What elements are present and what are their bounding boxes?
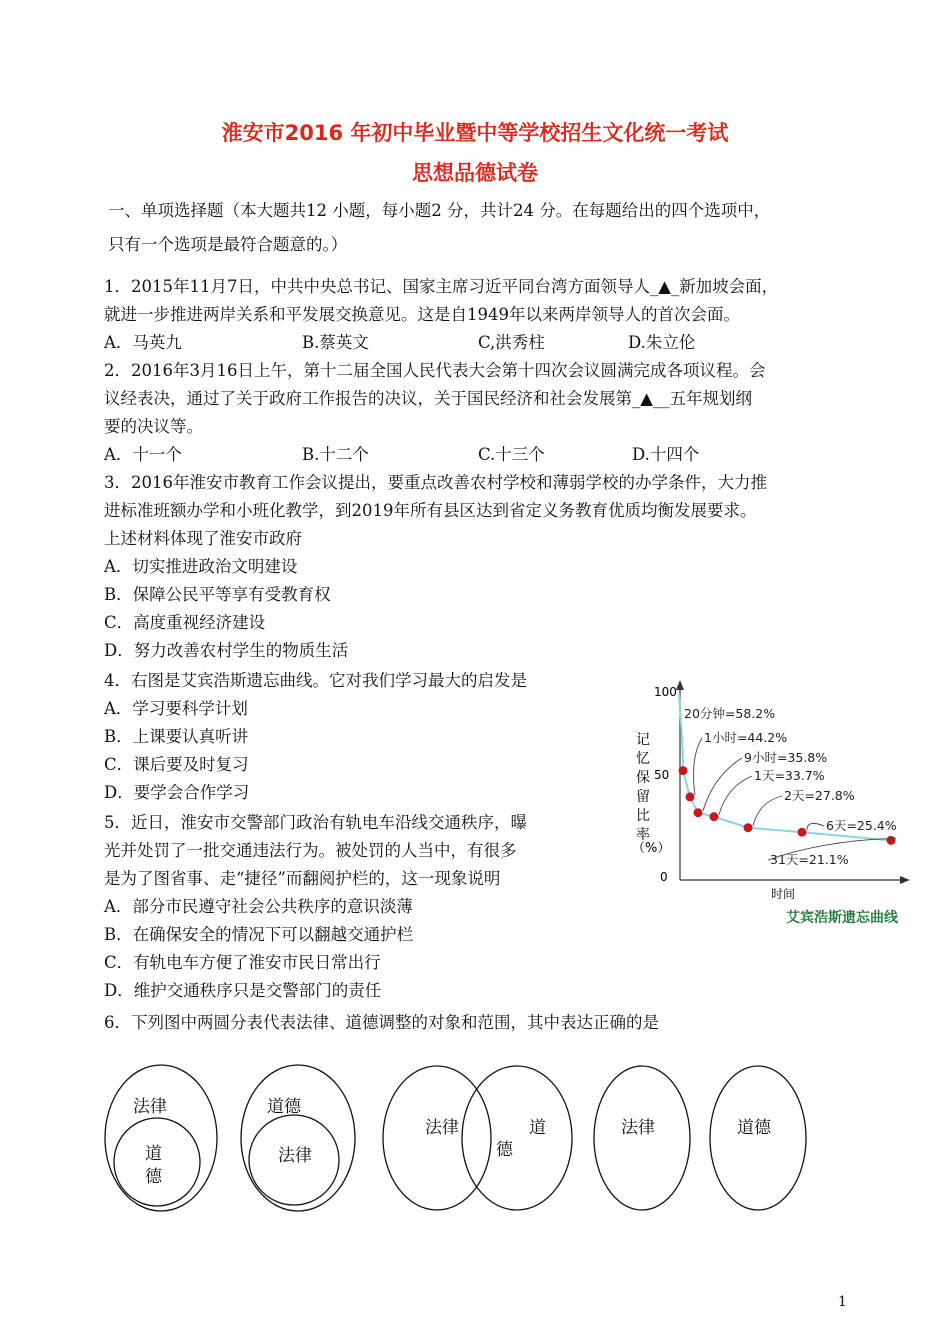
q1-line-1: 1．2015年11月7日，中共中央总书记、国家主席习近平同台湾方面领导人_▲_新加坡会面， bbox=[104, 277, 779, 296]
y-axis-arrow bbox=[676, 680, 684, 690]
data-label: 6天=25.4% bbox=[826, 818, 897, 833]
data-point bbox=[887, 836, 896, 845]
q3-line-2: 进标准班额办学和小班化教学，到2019年所有县区达到省定义务教育优质均衡发展要求。 bbox=[104, 501, 757, 520]
q1-option-b[interactable]: B.蔡英文 bbox=[302, 333, 369, 352]
q2-line-1: 2．2016年3月16日上午，第十二届全国人民代表大会第十四次会议圆满完成各项议程。会 bbox=[104, 361, 766, 380]
q4-option-b[interactable]: B．上课要认真听讲 bbox=[104, 727, 249, 746]
forgetting-curve-chart bbox=[632, 676, 926, 936]
q2-option-c[interactable]: C.十三个 bbox=[478, 445, 545, 464]
q5-line-2: 光并处罚了一批交通违法行为。被处罚的人当中，有很多 bbox=[104, 841, 517, 860]
d1-inner-label-1: 道 bbox=[145, 1144, 162, 1164]
d4-right-circle bbox=[710, 1066, 806, 1210]
y-axis-label-char: 记 bbox=[636, 732, 650, 748]
d1-outer-circle bbox=[105, 1065, 217, 1211]
data-point bbox=[744, 823, 753, 832]
q4-option-c[interactable]: C．课后要及时复习 bbox=[104, 755, 249, 774]
exam-subtitle: 思想品德试卷 bbox=[412, 161, 538, 185]
section-instruction-1: 一、单项选择题（本大题共12 小题，每小题2 分，共计24 分。在每题给出的四个选项中， bbox=[108, 201, 771, 220]
d1-inner-label-2: 德 bbox=[145, 1167, 162, 1187]
q6-diagrams bbox=[95, 1060, 815, 1220]
data-point bbox=[679, 766, 688, 775]
q5-option-b[interactable]: B．在确保安全的情况下可以翻越交通护栏 bbox=[104, 925, 414, 944]
y-axis-label-unit: （%） bbox=[632, 841, 671, 856]
data-point bbox=[694, 808, 703, 817]
q6-line-1: 6．下列图中两圆分表代表法律、道德调整的对象和范围，其中表达正确的是 bbox=[104, 1013, 659, 1032]
q2-option-b[interactable]: B.十二个 bbox=[302, 445, 369, 464]
data-label: 9小时=35.8% bbox=[744, 750, 828, 765]
q1-line-2: 就进一步推进两岸关系和平发展交换意见。这是自1949年以来两岸领导人的首次会面。 bbox=[104, 305, 740, 324]
q2-option-a[interactable]: A．十一个 bbox=[104, 445, 182, 464]
d4-left-label: 法律 bbox=[621, 1118, 655, 1138]
q1-option-d[interactable]: D.朱立伦 bbox=[628, 333, 696, 352]
q5-line-1: 5．近日，淮安市交警部门政治有轨电车沿线交通秩序，曝 bbox=[104, 813, 527, 832]
y-axis-label-char: 比 bbox=[636, 808, 650, 824]
q4-option-a[interactable]: A．学习要科学计划 bbox=[104, 699, 248, 718]
q1-option-c[interactable]: C,洪秀柱 bbox=[478, 333, 545, 352]
y-tick-0: 0 bbox=[660, 870, 668, 884]
d4-left-circle bbox=[594, 1066, 690, 1210]
y-tick-100: 100 bbox=[654, 685, 677, 699]
y-axis-label-char: 保 bbox=[636, 770, 650, 786]
d2-inner-label: 法律 bbox=[278, 1146, 312, 1166]
data-label: 2天=27.8% bbox=[784, 788, 855, 803]
q3-line-3: 上述材料体现了淮安市政府 bbox=[104, 529, 302, 548]
page-number: 1 bbox=[838, 1294, 847, 1310]
section-instruction-2: 只有一个选项是最符合题意的。） bbox=[108, 235, 348, 254]
data-label: 1天=33.7% bbox=[754, 768, 825, 783]
q1-option-a[interactable]: A．马英九 bbox=[104, 333, 182, 352]
q5-option-a[interactable]: A．部分市民遵守社会公共秩序的意识淡薄 bbox=[104, 897, 413, 916]
data-label: 20分钟=58.2% bbox=[684, 706, 776, 721]
data-label-arrow bbox=[753, 796, 782, 826]
d3-left-circle bbox=[383, 1066, 491, 1210]
q2-line-2: 议经表决，通过了关于政府工作报告的决议，关于国民经济和社会发展第_▲__五年规划纲 bbox=[104, 389, 752, 408]
data-label-arrow bbox=[694, 738, 702, 795]
q5-option-d[interactable]: D．维护交通秩序只是交警部门的责任 bbox=[104, 981, 382, 1000]
q6-diagrams-svg bbox=[95, 1060, 815, 1220]
data-label-arrow bbox=[703, 758, 742, 811]
x-axis-label: 时间 bbox=[771, 887, 796, 901]
data-label-arrow bbox=[719, 776, 752, 815]
y-axis-label bbox=[632, 732, 670, 856]
y-axis-label-char: 忆 bbox=[636, 751, 650, 767]
data-label-arrow bbox=[807, 823, 824, 830]
data-label: 1小时=44.2% bbox=[704, 730, 788, 745]
q2-option-d[interactable]: D.十四个 bbox=[632, 445, 700, 464]
exam-title: 淮安市2016 年初中毕业暨中等学校招生文化统一考试 bbox=[221, 121, 729, 145]
d2-outer-circle bbox=[241, 1065, 355, 1211]
d3-right-label-1: 道 bbox=[529, 1118, 546, 1138]
y-axis-label-char: 率 bbox=[636, 827, 650, 843]
q5-option-c[interactable]: C．有轨电车方便了淮安市民日常出行 bbox=[104, 953, 381, 972]
d3-right-label-2: 德 bbox=[496, 1140, 513, 1160]
d2-outer-label: 道德 bbox=[267, 1097, 301, 1117]
d3-left-label: 法律 bbox=[425, 1118, 459, 1138]
q3-option-a[interactable]: A．切实推进政治文明建设 bbox=[104, 557, 298, 576]
data-point bbox=[798, 828, 807, 837]
q4-line-1: 4．右图是艾宾浩斯遗忘曲线。它对我们学习最大的启发是 bbox=[104, 671, 527, 690]
d3-right-circle bbox=[462, 1066, 572, 1210]
q2-line-3: 要的决议等。 bbox=[104, 417, 203, 436]
q3-option-b[interactable]: B．保障公民平等享有受教育权 bbox=[104, 585, 331, 604]
x-axis-arrow bbox=[900, 876, 910, 884]
chart-title: 艾宾浩斯遗忘曲线 bbox=[786, 910, 898, 926]
forgetting-curve-svg bbox=[632, 676, 926, 936]
q5-line-3: 是为了图省事、走“捷径”而翻阅护栏的，这一现象说明 bbox=[104, 869, 501, 888]
q3-line-1: 3．2016年淮安市教育工作会议提出，要重点改善农村学校和薄弱学校的办学条件，大力推 bbox=[104, 473, 767, 492]
q3-option-c[interactable]: C．高度重视经济建设 bbox=[104, 613, 266, 632]
q3-option-d[interactable]: D．努力改善农村学生的物质生活 bbox=[104, 641, 349, 660]
d1-outer-label: 法律 bbox=[133, 1097, 167, 1117]
y-axis-label-char: 留 bbox=[636, 789, 650, 805]
data-point bbox=[710, 812, 719, 821]
q4-option-d[interactable]: D．要学会合作学习 bbox=[104, 783, 250, 802]
d4-right-label: 道德 bbox=[737, 1118, 771, 1138]
data-point bbox=[686, 792, 695, 801]
y-tick-50: 50 bbox=[654, 768, 670, 782]
data-label: 31天=21.1% bbox=[770, 852, 849, 867]
